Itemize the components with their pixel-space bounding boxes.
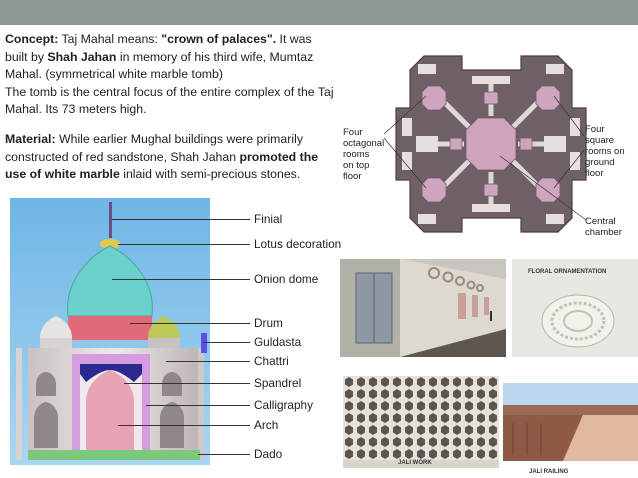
caption-floral-ornamentation: FLORAL ORNAMENTATION (528, 269, 607, 275)
material-paragraph (5, 131, 337, 184)
leader-line-guldasta (203, 342, 250, 343)
leader-line-onion-dome (112, 279, 250, 280)
label-arch: Arch (254, 418, 279, 432)
label-spandrel: Spandrel (254, 376, 302, 390)
concept-text-2: It was built by (5, 32, 312, 64)
concept-text-3: in memory of his third wife, Mumtaz Mahal. (symmetrical white marble tomb) (5, 49, 314, 81)
label-lotus-decoration: Lotus decoration (254, 237, 342, 251)
material-bold-1: promoted the use of white marble (5, 149, 319, 181)
concept-text-1: Taj Mahal means: (58, 32, 162, 46)
slide-header-bar (0, 0, 638, 25)
plan-label-octagonal-rooms: Four octagonal rooms on top floor (343, 127, 385, 182)
label-calligraphy: Calligraphy (254, 398, 314, 412)
label-guldasta: Guldasta (254, 335, 302, 349)
leader-line-lotus (118, 244, 250, 245)
floral-ornamentation-photo (512, 259, 638, 357)
jali-railing-photo (503, 383, 638, 461)
label-dado: Dado (254, 447, 283, 461)
concept-line-2: The tomb is the central focus of the entire complex of the Taj Mahal. Its 73 meters high. (5, 84, 334, 116)
plan-label-square-rooms: Four square rooms on ground floor (585, 124, 625, 179)
leader-line-chattri (166, 361, 250, 362)
plan-label-central-chamber: Central chamber (585, 216, 622, 238)
jali-pattern (343, 376, 499, 468)
label-onion-dome: Onion dome (254, 272, 319, 286)
material-text-2: inlaid with semi-precious stones. (119, 167, 301, 181)
label-finial: Finial (254, 212, 283, 226)
material-heading: Material: (5, 132, 56, 146)
corridor-photo (340, 259, 506, 357)
caption-jali-railing-visible: JALI RAILING (529, 469, 569, 475)
concept-bold-1: "crown of palaces". (161, 32, 277, 46)
label-drum: Drum (254, 316, 283, 330)
leader-line-finial (112, 219, 250, 220)
leader-line-calligraphy (146, 405, 250, 406)
concept-heading: Concept: (5, 32, 59, 46)
leader-line-drum (130, 323, 250, 324)
leader-line-dado (198, 454, 250, 455)
jali-work-photo (343, 376, 499, 468)
railing-scene (503, 383, 638, 461)
label-chattri: Chattri (254, 354, 289, 368)
material-text-1: While earlier Mughal buildings were primarily constructed of red sandstone, Shah Jahan (5, 132, 303, 164)
caption-jali-work: JALI WORK (398, 460, 432, 466)
leader-line-spandrel (124, 383, 250, 384)
concept-bold-2: Shah Jahan (47, 49, 117, 64)
leader-line-arch (118, 425, 250, 426)
concept-paragraph (5, 31, 337, 119)
